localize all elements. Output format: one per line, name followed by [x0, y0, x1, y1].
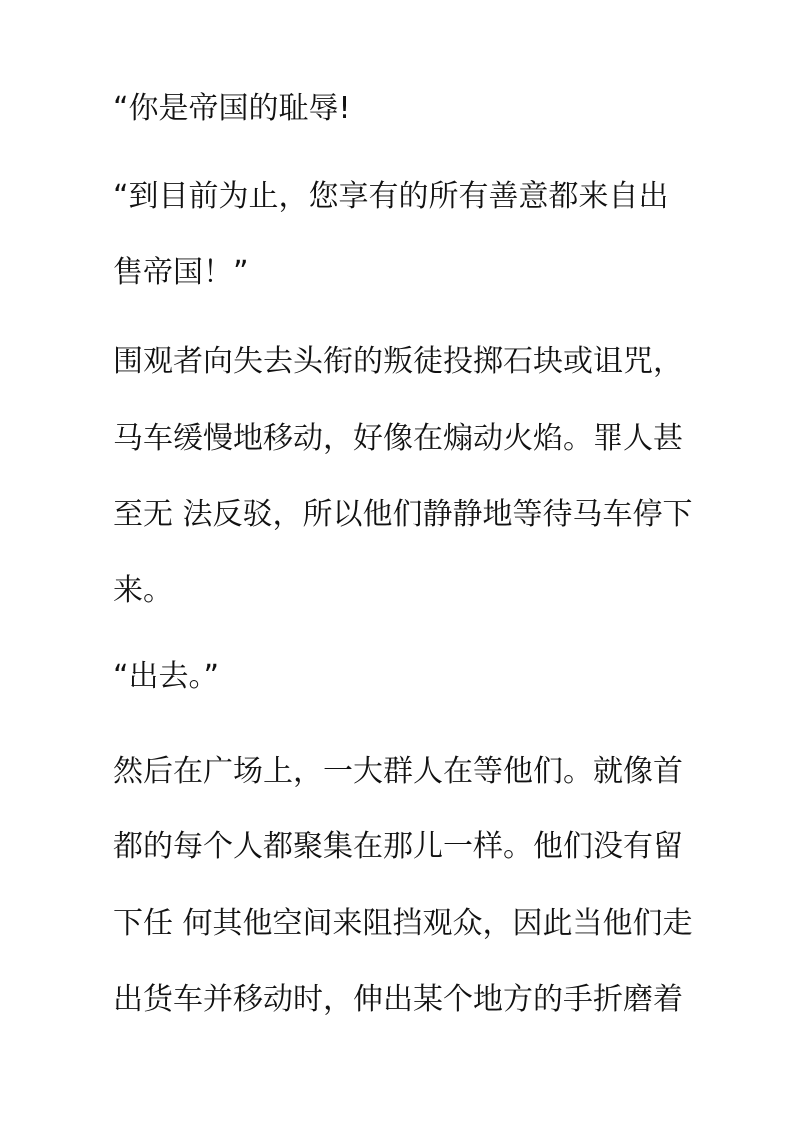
text-line-11: 下任 何其他空间来阻挡观众，因此当他们走 — [113, 906, 693, 941]
text-line-12: 出货车并移动时，伸出某个地方的手折磨着 — [113, 982, 683, 1017]
text-line-4: 围观者向失去头衔的叛徒投掷石块或诅咒， — [113, 344, 683, 379]
text-line-8: “出去。” — [113, 659, 220, 694]
text-line-5: 马车缓慢地移动，好像在煽动火焰。罪人甚 — [113, 421, 683, 456]
text-line-10: 都的每个人都聚集在那儿一样。他们没有留 — [113, 829, 683, 864]
text-line-3: 售帝国！” — [113, 255, 249, 290]
text-line-7: 来。 — [113, 573, 173, 608]
text-line-2: “到目前为止，您享有的所有善意都来自出 — [113, 179, 669, 214]
text-line-1: “你是帝国的耻辱! — [113, 91, 351, 126]
text-line-6: 至无 法反驳，所以他们静静地等待马车停下 — [113, 497, 693, 532]
text-line-9: 然后在广场上，一大群人在等他们。就像首 — [113, 754, 683, 789]
